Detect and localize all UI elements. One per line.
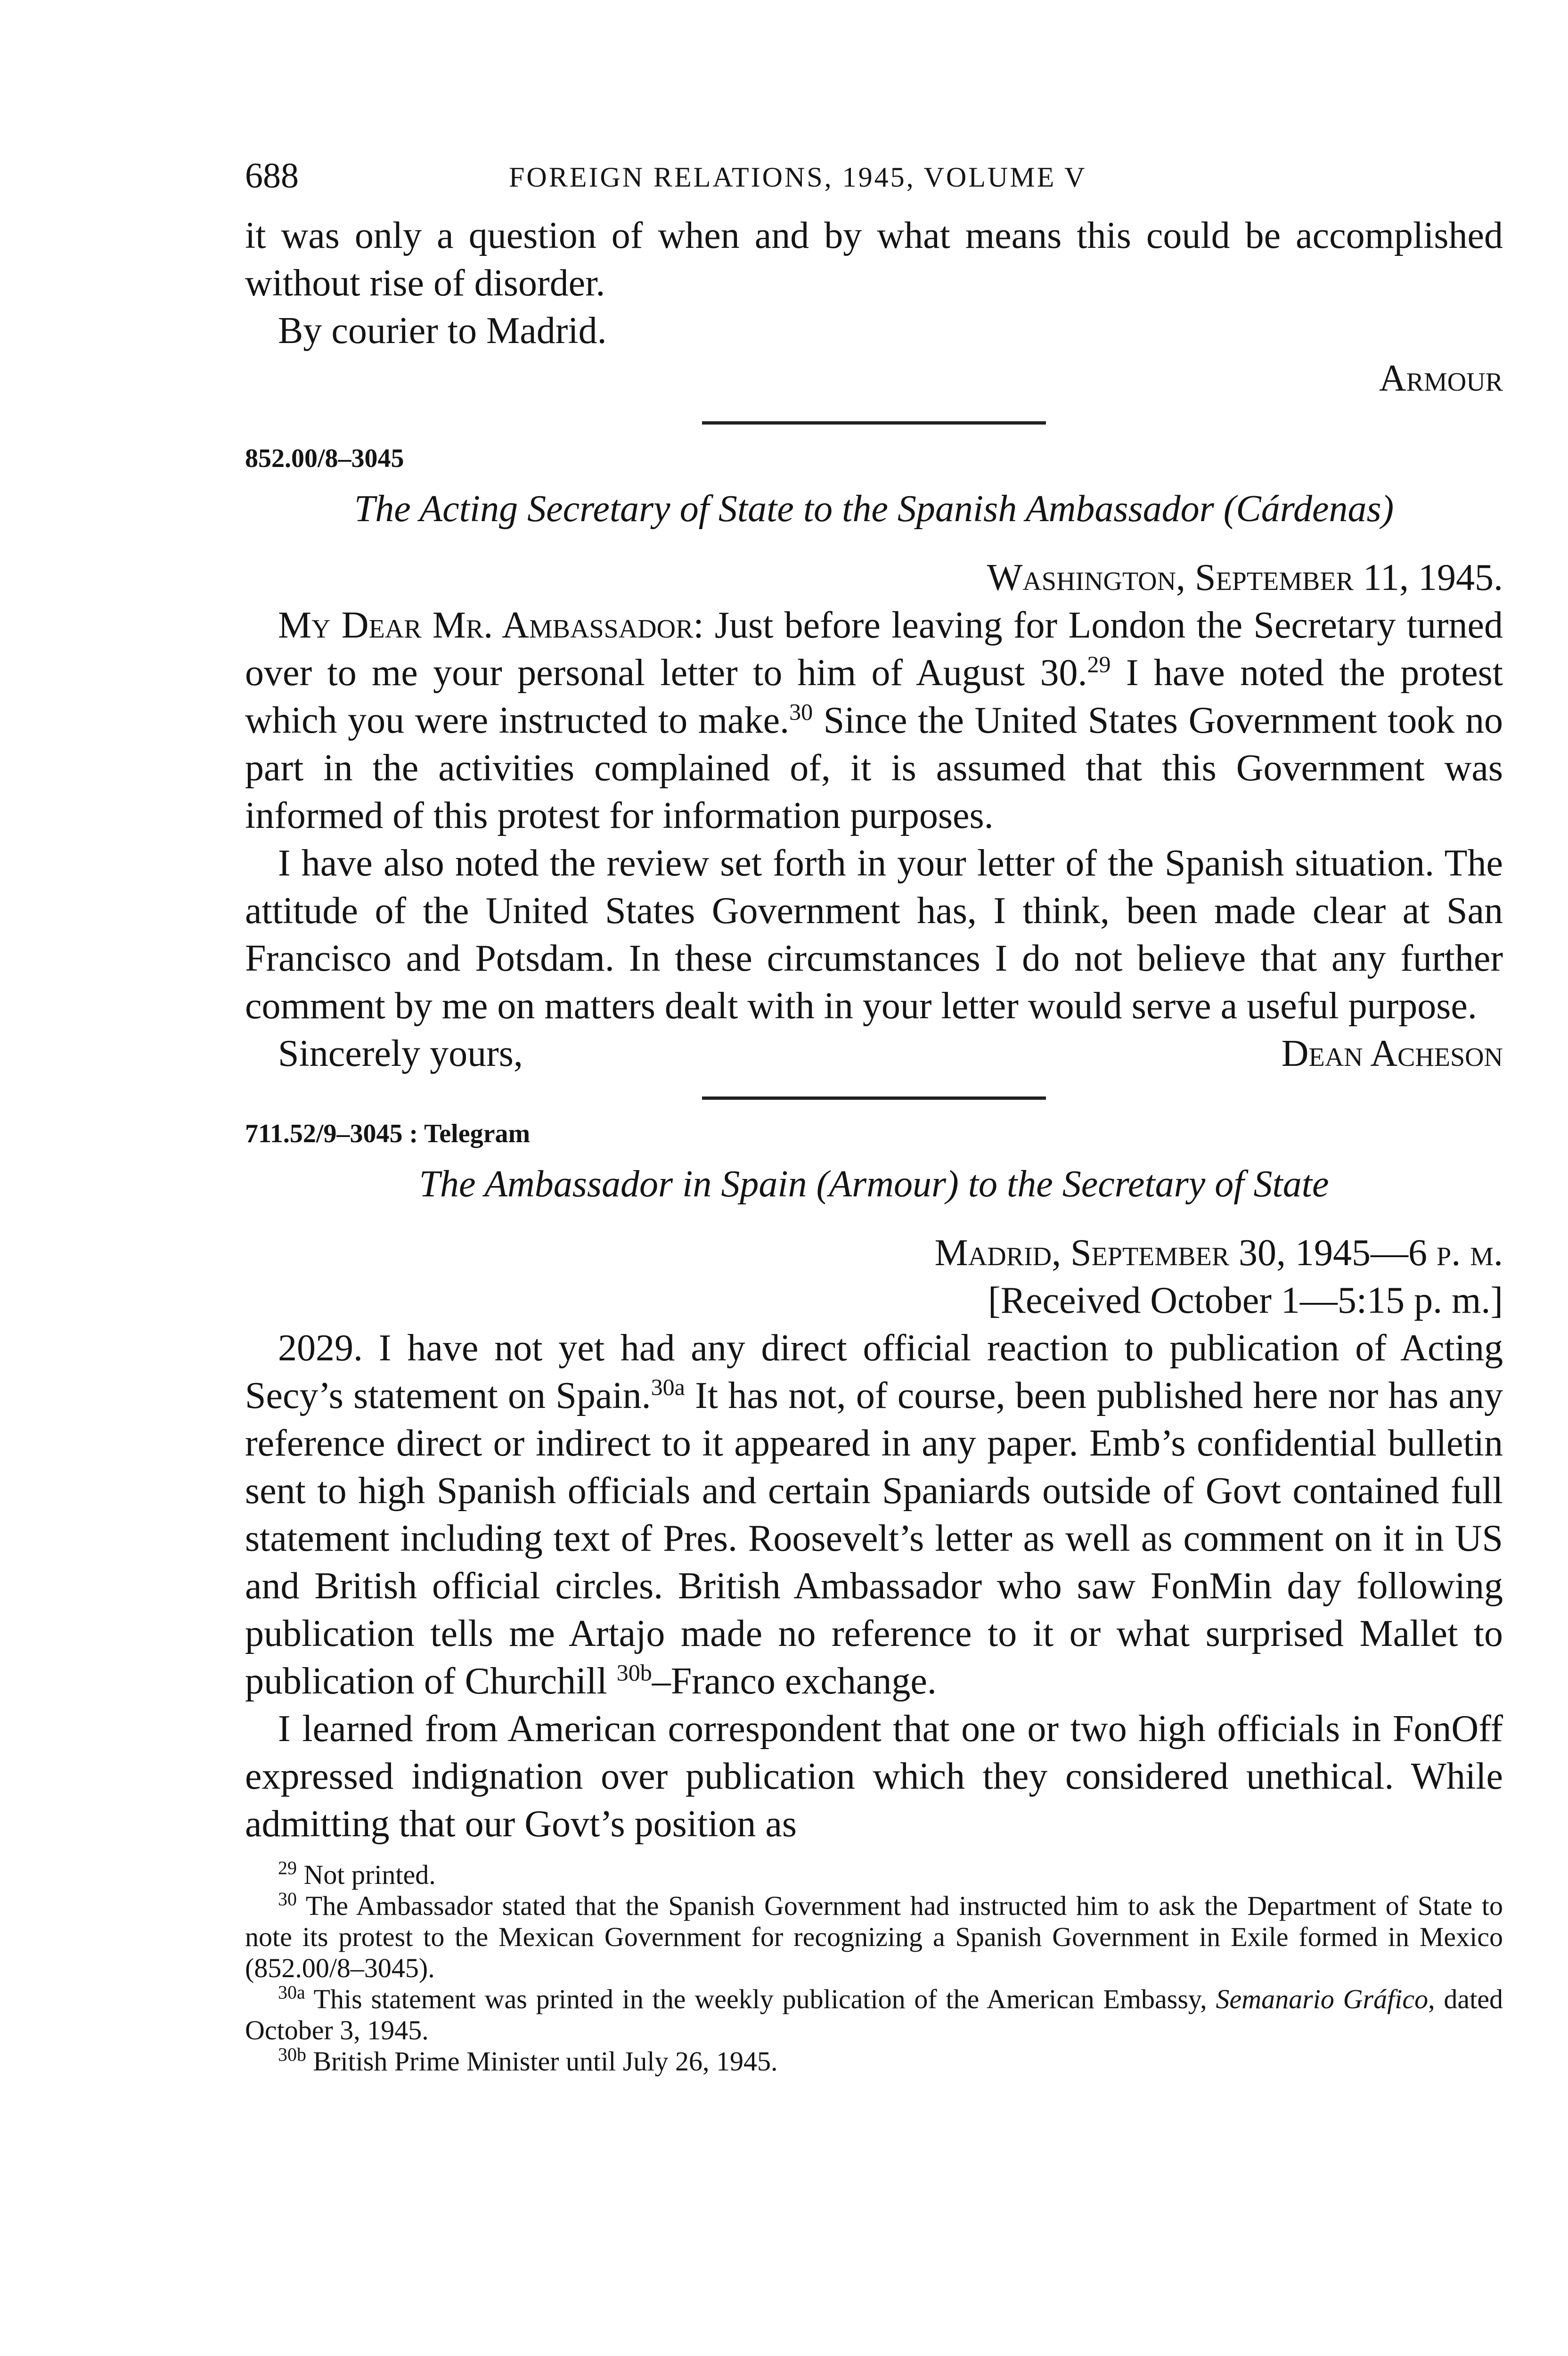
footnote [245, 1890, 1503, 1984]
signature: Dean Acheson [1281, 1033, 1503, 1074]
paragraph-text: 2029. I have not yet had any direct official reaction to publication of Acting Secy’s statement on Spain. [245, 1327, 1503, 1416]
paragraph-text: Since the United States Government took no part in the activities complained of, it is assumed that this Government was informed of this protest for information purposes. [245, 700, 1503, 836]
letter-paragraph-1 [245, 602, 1503, 840]
footnote-mark: 30b [278, 2044, 306, 2065]
dateline [245, 554, 1503, 602]
footnote-ref: 30b [616, 1659, 652, 1686]
intro-paragraph: it was only a question of when and by what means this could be accomplished without rise of disorder. [245, 215, 1503, 304]
document-title: The Ambassador in Spain (Armour) to the Secretary of State [419, 1163, 1329, 1205]
intro-signature: Armour [1379, 358, 1503, 399]
dateline-text: Madrid, September 30, 1945—6 p. m. [934, 1232, 1503, 1274]
footnote [245, 1859, 1503, 1890]
dateline [245, 1229, 1503, 1277]
page-number: 688 [245, 156, 299, 196]
running-title: FOREIGN RELATIONS, 1945, VOLUME V [509, 162, 1087, 193]
footnote-text: , dated October 3, 1945. [245, 1984, 1503, 2045]
footnote-italic: Semanario Gráfico [1216, 1984, 1429, 2014]
section-divider [702, 421, 1046, 425]
footnote-ref: 30 [789, 698, 813, 725]
document-title: The Acting Secretary of State to the Spanish Ambassador (Cárdenas) [354, 488, 1394, 530]
document-page [245, 155, 1503, 2077]
footnote-ref: 29 [1087, 651, 1111, 678]
section-divider [702, 1096, 1046, 1100]
footnote-text: British Prime Minister until July 26, 1945. [313, 2046, 778, 2077]
paragraph-text: It has not, of course, been published here nor has any reference direct or indirect to it appeared in any paper. Emb’s confidential bulletin sent to high Spanish officials and certain Spaniards outside of Govt contained full statement including text of Pres. Roosevelt’s letter as well as comment on it in US and British official circles. British Ambassador who saw FonMin day following publication tells me Artajo made no reference to it or what surprised Mallet to publication of Churchill [245, 1375, 1503, 1702]
document-2 [245, 1119, 1503, 1848]
received-line: [Received October 1—5:15 p. m.] [988, 1280, 1503, 1321]
footnote-text: This statement was printed in the weekly publication of the American Embassy, [313, 1984, 1216, 2014]
courier-line: By courier to Madrid. [278, 310, 607, 352]
footnote-mark: 29 [278, 1857, 297, 1879]
telegram-paragraph-2: I learned from American correspondent that one or two high officials in FonOff expressed indignation over publication which they considered unethical. While admitting that our Govt’s position as [245, 1708, 1503, 1845]
footnotes [245, 1859, 1503, 2077]
dateline-text: Washington, September 11, 1945. [987, 557, 1503, 598]
footnote-mark: 30 [278, 1888, 297, 1910]
footnote-text: Not printed. [303, 1859, 436, 1890]
salutation: My Dear Mr. Ambassador: [278, 605, 704, 646]
paragraph-text: I have noted the protest which you were instructed to make. [245, 652, 1503, 741]
footnote-ref: 30a [651, 1374, 685, 1400]
letter-paragraph-2: I have also noted the review set forth in your letter of the Spanish situation. The attitude of the United States Government has, I think, been made clear at San Francisco and Potsdam. In these circumstances I do not believe that any further comment by me on matters dealt with in your letter would serve a useful purpose. [245, 843, 1503, 1027]
footnote [245, 1981, 1503, 2046]
intro-section [245, 212, 1503, 402]
footnote-mark: 30a [278, 1981, 305, 2003]
file-number: 852.00/8–3045 [245, 444, 404, 473]
closing: Sincerely yours, [278, 1033, 523, 1074]
document-1 [245, 443, 1503, 1078]
closing-row [245, 1030, 1503, 1078]
footnote [245, 2046, 1503, 2077]
file-number: 711.52/9–3045 : Telegram [245, 1119, 531, 1148]
paragraph-text: –Franco exchange. [652, 1661, 937, 1702]
footnote-text: The Ambassador stated that the Spanish Government had instructed him to ask the Department of State to note its protest to the Mexican Government for recognizing a Spanish Government in Exile formed in Mexico (852.00/8–3045). [245, 1890, 1503, 1983]
paragraph-text: Just before leaving for London the Secretary turned over to me your personal letter to him of August 30. [245, 605, 1503, 694]
page-header [245, 155, 1503, 212]
telegram-paragraph-1 [245, 1325, 1503, 1705]
